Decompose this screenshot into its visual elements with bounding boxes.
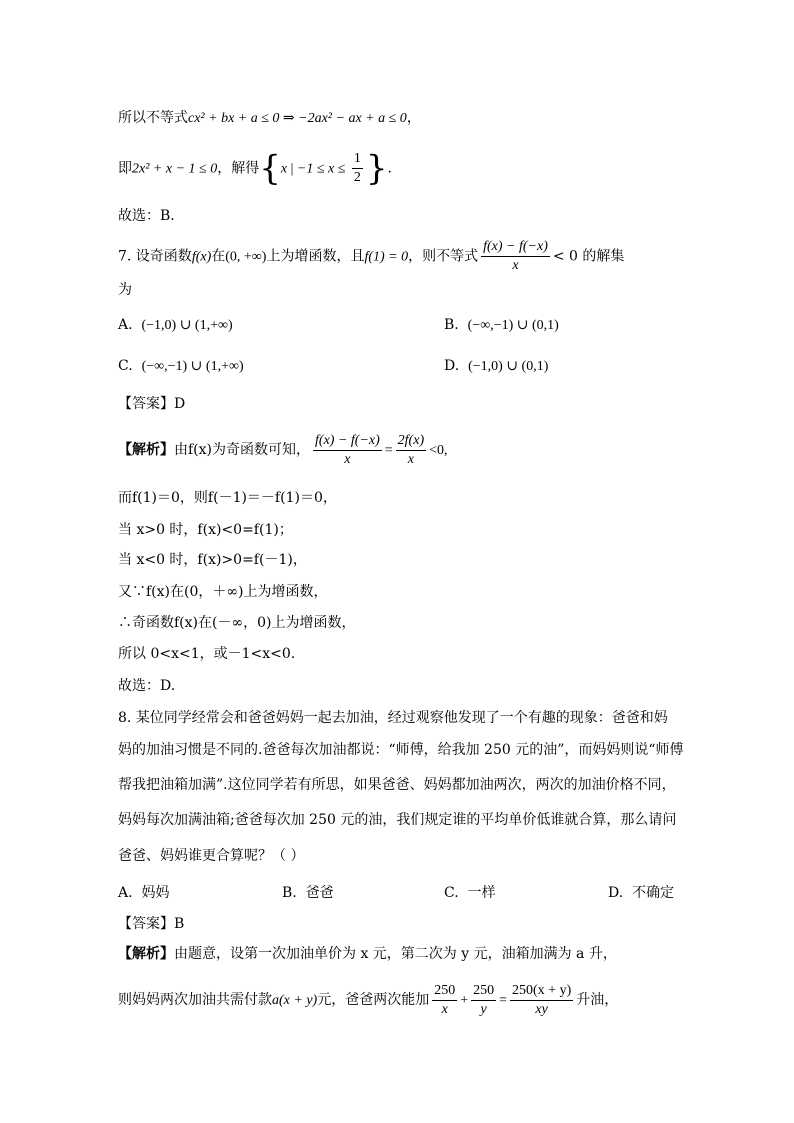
analysis-7-line: 而f(1)＝0，则f(－1)＝－f(1)＝0， (118, 490, 337, 506)
set-separator: | (287, 161, 297, 177)
set-variable: x (280, 161, 288, 177)
fraction-double (396, 432, 426, 469)
option-text: 一样 (467, 885, 496, 901)
inequality-fraction (481, 238, 550, 275)
numerator: 250 (473, 982, 495, 998)
option-c (444, 883, 496, 903)
denominator: x (344, 451, 351, 467)
plus: + (460, 993, 469, 1008)
numerator: 250 (434, 982, 456, 998)
numerator: f(x) − f(−x) (315, 432, 380, 448)
analysis-7-line: 所以 0<x<1，或－1<x<0. (118, 646, 296, 662)
math-payment: a(x + y) (272, 993, 318, 1008)
fraction-250-y (471, 982, 496, 1019)
text: . (387, 160, 392, 177)
solution-line-2 (118, 150, 392, 188)
option-c (118, 356, 244, 377)
question-8-line: 妈的加油习惯是不同的.爸爸每次加油都说：“师傅，给我加 250 元的油”，而妈妈则说“师傅 (118, 742, 684, 758)
text: < 0 的解集 (552, 248, 625, 265)
denominator: xy (535, 1001, 548, 1017)
text: ， (406, 110, 421, 126)
numerator: f(x) − f(−x) (483, 239, 548, 254)
question-8-line: 爸爸、妈妈谁更合算呢？（ ） (118, 848, 305, 864)
analysis-7-line: ∴奇函数f(x)在(－∞，0)上为增函数， (118, 615, 356, 631)
question-7-stem (118, 238, 624, 276)
question-8-line: 8. 某位同学经常会和爸爸妈妈一起去加油，经过观察他发现了一个有趣的现象：爸爸和妈 (118, 710, 668, 726)
text: 元，爸爸两次能加 (317, 992, 430, 1008)
analysis-8-line-2 (118, 980, 618, 1021)
fraction-250-x (432, 982, 457, 1019)
math-f1: f(1) = 0 (364, 249, 409, 265)
equals: = (384, 443, 393, 458)
option-label: A. (118, 317, 133, 333)
option-a (118, 883, 169, 903)
option-label: C. (444, 885, 459, 901)
text: 7. 设奇函数 (118, 248, 192, 265)
denominator: 2 (353, 170, 361, 185)
denominator: x (441, 1001, 448, 1017)
text: 则妈妈两次加油共需付款 (118, 992, 272, 1008)
option-text: 爸爸 (305, 885, 334, 901)
numerator: 2f(x) (397, 432, 425, 448)
option-d (444, 356, 548, 377)
text: 由题意，设第一次加油单价为 x 元，第二次为 y 元，油箱加满为 a 升， (174, 946, 617, 962)
fraction-difference (313, 432, 382, 469)
denominator: x (512, 258, 519, 273)
numerator: 1 (353, 151, 361, 166)
option-label: B. (282, 885, 297, 901)
numerator: 250(x + y) (512, 982, 572, 998)
text: 即 (118, 160, 132, 177)
text: 由f(x)为奇函数可知， (174, 442, 311, 458)
analysis-7-line: 故选：D. (118, 678, 176, 694)
denominator: x (407, 451, 414, 467)
inequality-math: 2x² + x − 1 ≤ 0 (132, 161, 218, 177)
text: 所以不等式 (118, 110, 188, 126)
equals: = (499, 993, 508, 1008)
analysis-7-line-1 (118, 430, 448, 471)
denominator: y (480, 1001, 487, 1017)
option-text: 妈妈 (141, 885, 170, 901)
analysis-heading: 【解析】 (118, 946, 174, 962)
text: 上为增函数，且 (266, 248, 365, 265)
answer-8: 【答案】B (118, 916, 185, 932)
option-text: (−1,0) ∪ (0,1) (468, 359, 549, 374)
question-8-line: 妈妈每次加满油箱;爸爸每次加 250 元的油，我们规定谁的平均单价低谁就合算，那么请问 (118, 812, 677, 828)
option-text: 不确定 (632, 885, 675, 901)
question-8-line: 帮我把油箱加满”.这位同学若有所思，如果爸爸、妈妈都加油两次，两次的加油价格不同， (118, 777, 676, 793)
option-text: (−∞,−1) ∪ (0,1) (467, 318, 559, 333)
option-label: B. (444, 317, 459, 333)
right-brace: } (365, 148, 388, 189)
fraction-one-half (352, 150, 363, 187)
analysis-7-line: 又∵f(x)在(0，＋∞)上为增函数， (118, 584, 328, 600)
answer-7: 【答案】D (118, 396, 186, 412)
set-condition: −1 ≤ x ≤ (296, 161, 349, 177)
option-b (444, 315, 559, 336)
option-a (118, 315, 233, 336)
text: ，则不等式 (408, 248, 479, 265)
analysis-heading: 【解析】 (118, 442, 174, 458)
option-b (282, 883, 334, 903)
left-brace: { (259, 148, 281, 189)
analysis-7-line: 当 x>0 时，f(x)<0=f(1)； (118, 522, 293, 538)
analysis-7-line: 当 x<0 时，f(x)>0=f(－1)， (118, 552, 307, 568)
text: ，解得 (217, 160, 260, 177)
text: 升油， (576, 992, 619, 1008)
option-label: D. (444, 358, 460, 374)
option-d (608, 883, 674, 903)
fraction-sum (510, 982, 573, 1019)
option-text: (−1,0) ∪ (1,+∞) (141, 318, 233, 333)
option-label: A. (118, 885, 133, 901)
analysis-8-line-1 (118, 944, 617, 964)
text: <0, (429, 443, 448, 458)
inequality-math: cx² + bx + a ≤ 0 ⇒ −2ax² − ax + a ≤ 0 (188, 111, 407, 126)
math-fx: f(x) (191, 249, 212, 265)
text: 在 (211, 248, 226, 265)
option-label: C. (118, 358, 133, 374)
math-interval: (0, +∞) (225, 249, 267, 265)
option-label: D. (608, 885, 624, 901)
option-text: (−∞,−1) ∪ (1,+∞) (141, 359, 244, 374)
solution-line-1 (118, 108, 421, 129)
choice-line: 故选：B. (118, 208, 175, 224)
question-7-stem-continued: 为 (118, 282, 132, 298)
